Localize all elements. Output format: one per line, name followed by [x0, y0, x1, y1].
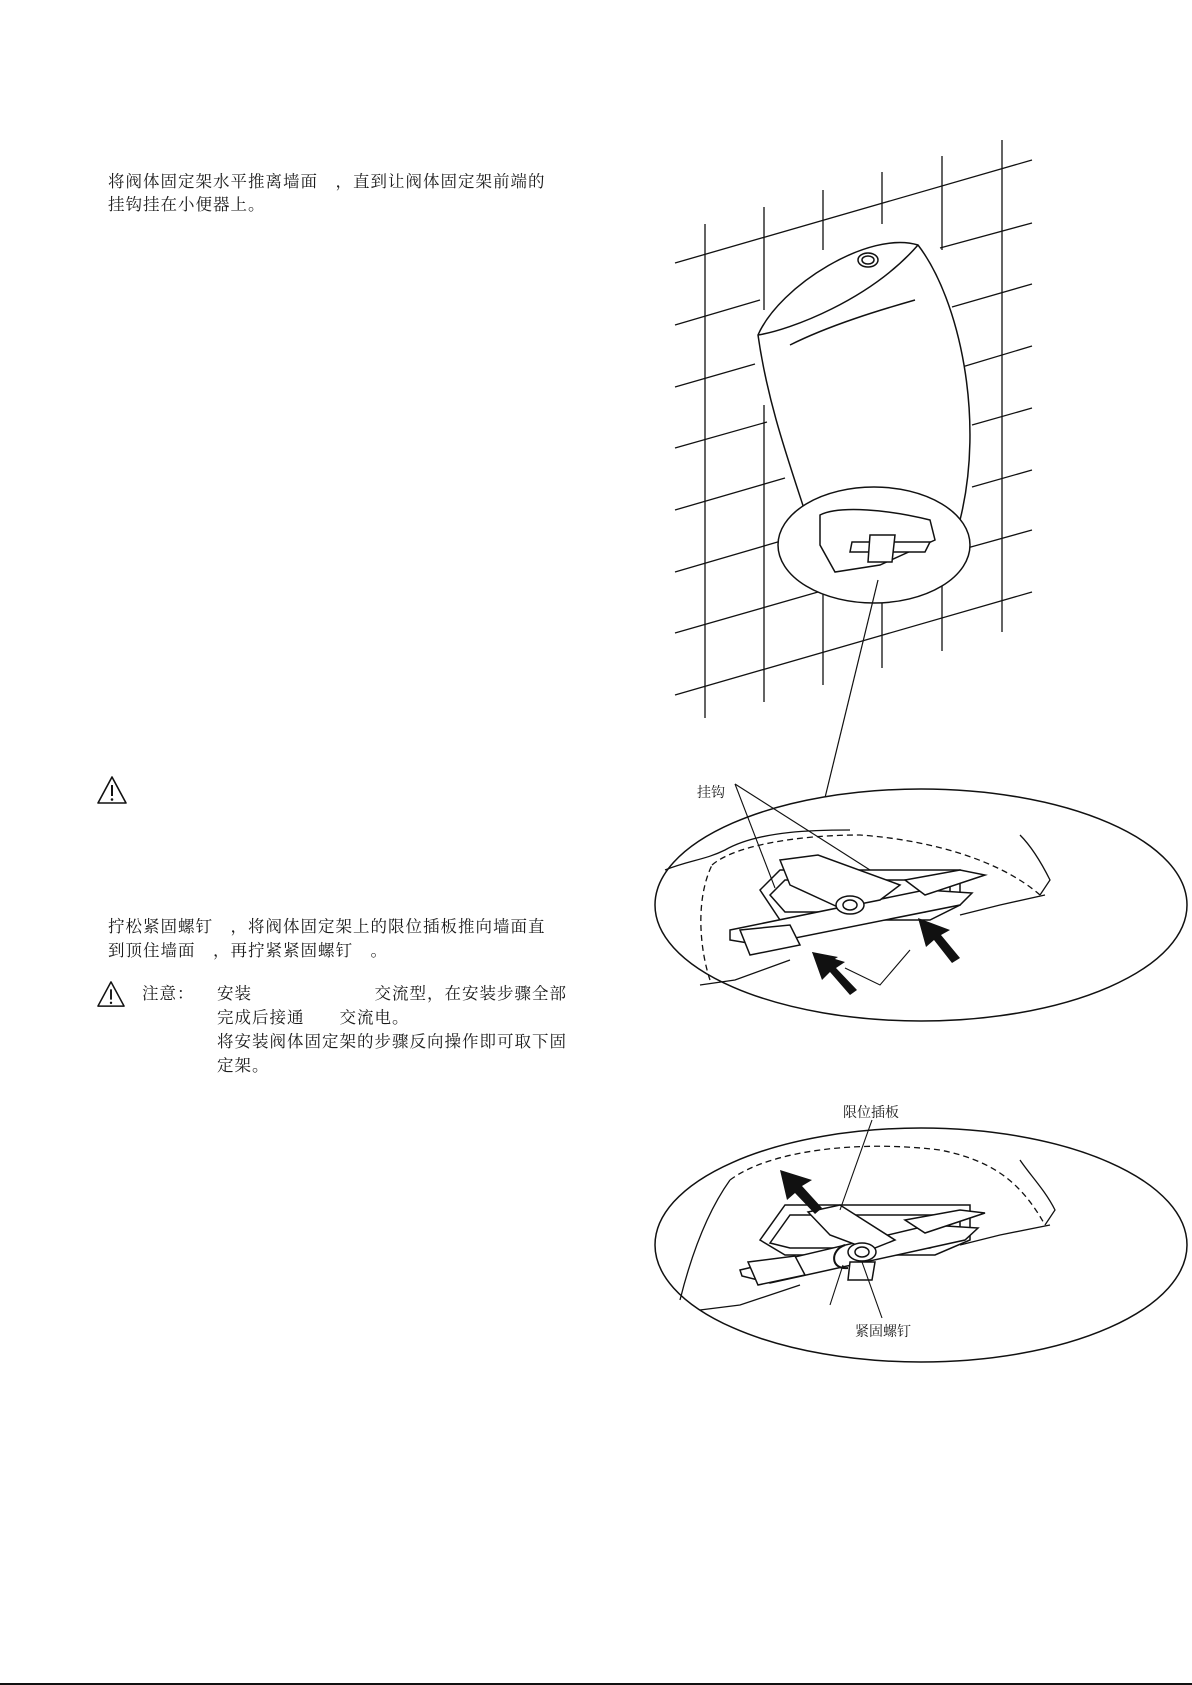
step-push-line2: 挂钩挂在小便器上。 — [108, 195, 266, 214]
step-lock-line1: 拧松紧固螺钉 ，将阀体固定架上的限位插板推向墙面直 — [108, 917, 546, 936]
step-lock-line2: 到顶住墙面 ，再拧紧紧固螺钉 。 — [108, 941, 388, 960]
step-push-line1: 将阀体固定架水平推离墙面 ，直到让阀体固定架前端的 — [108, 172, 546, 191]
stop-plate-label: 限位插板 — [843, 1105, 899, 1121]
notice-line1: 安装 交流型，在安装步骤全部 — [217, 984, 567, 1003]
notice-line4: 定架。 — [217, 1056, 270, 1075]
notice-label: 注意： — [142, 984, 195, 1003]
notice-line2: 完成后接通 交流电。 — [217, 1008, 410, 1027]
hook-label: 挂钩 — [697, 785, 725, 801]
notice-line3: 将安装阀体固定架的步骤反向操作即可取下固 — [217, 1032, 567, 1051]
fastening-screw-label: 紧固螺钉 — [855, 1324, 911, 1340]
